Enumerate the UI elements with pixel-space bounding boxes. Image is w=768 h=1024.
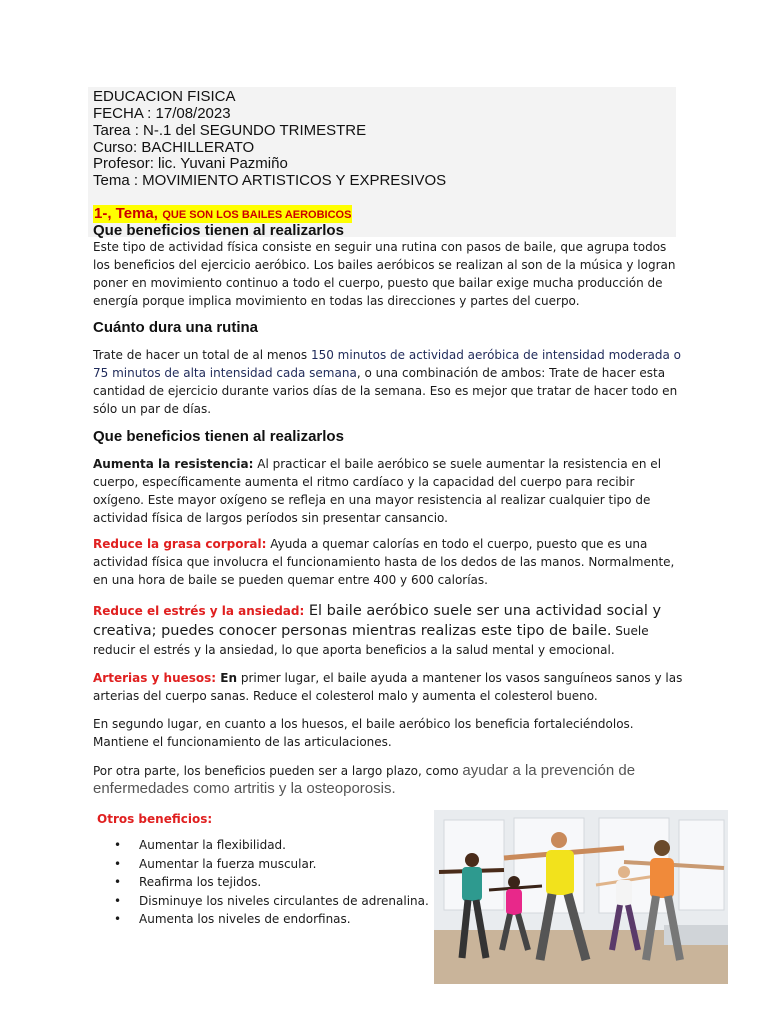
section2-body-start: Trate de hacer un total de al menos — [93, 348, 311, 362]
estres-highlight: El baile aeróbico suele ser una actividad social y creativa; puedes conocer personas mientras realizas este tipo de baile. — [93, 603, 662, 639]
list-item — [114, 873, 429, 892]
topic-title — [93, 205, 352, 223]
largo-start: Por otra parte, los beneficios pueden ser a largo plazo, como — [93, 764, 463, 778]
section2-body — [93, 346, 683, 418]
topic-name: QUE SON LOS BAILES AEROBICOS — [162, 209, 352, 221]
header-tarea: Tarea : N-.1 del SEGUNDO TRIMESTRE — [93, 122, 367, 139]
arterias-bold: En — [216, 671, 238, 685]
header-curso: Curso: BACHILLERATO — [93, 139, 255, 156]
estres-text: Suele reducir el estrés y la ansiedad, lo que aporta beneficios a la salud mental y emocional. — [93, 624, 649, 657]
list-item-text: Disminuye los niveles circulantes de adrenalina. — [139, 893, 429, 908]
section1-body: Este tipo de actividad física consiste en seguir una rutina con pasos de baile, que agrupa todos los beneficios del ejercicio aeróbico. Los bailes aeróbicos se realizan al son de la música y logran poner en movimiento continuo a todo el cuerpo, puesto que bailar exige mucha producción de energía porque implica movimiento en todas las direcciones y partes del cuerpo. — [93, 240, 676, 308]
bullet-icon: • — [114, 856, 122, 871]
arterias-paragraph — [93, 669, 683, 705]
header-fecha: FECHA : 17/08/2023 — [93, 105, 231, 122]
section1-heading: Que beneficios tienen al realizarlos — [93, 222, 344, 239]
grasa-text: Ayuda a quemar calorías en todo el cuerpo, puesto que es una actividad física que involucra el funcionamiento hasta de los dedos de las manos. Normalmente, en una hora de baile se pueden quemar entre 400 y 600 calorías. — [93, 537, 675, 587]
header-subject: EDUCACION FISICA — [93, 88, 236, 105]
resistencia-paragraph — [93, 455, 683, 527]
otros-beneficios-list — [114, 836, 429, 929]
bullet-icon: • — [114, 893, 122, 908]
bullet-icon: • — [114, 875, 122, 889]
grasa-paragraph — [93, 535, 683, 589]
section3-heading: Que beneficios tienen al realizarlos — [93, 428, 344, 445]
list-item — [114, 892, 429, 911]
list-item — [114, 836, 429, 855]
header-profesor: Profesor: lic. Yuvani Pazmiño — [93, 155, 288, 172]
arterias-label: Arterias y huesos: — [93, 671, 217, 685]
arterias-text: primer lugar, el baile ayuda a mantener los vasos sanguíneos sanos y las arterias del cuerpo sanas. Reduce el colesterol malo y aumenta el colesterol bueno. — [93, 671, 683, 703]
estres-paragraph — [93, 601, 683, 659]
header-tema: Tema : MOVIMIENTO ARTISTICOS Y EXPRESIVOS — [93, 172, 447, 189]
bullet-icon: • — [114, 912, 122, 926]
topic-prefix: 1-, Tema, — [94, 205, 158, 222]
list-item-text: Aumentar la fuerza muscular. — [139, 856, 317, 871]
resistencia-label: Aumenta la resistencia: — [93, 457, 254, 471]
section2-heading: Cuánto dura una rutina — [93, 319, 258, 336]
huesos-paragraph: En segundo lugar, en cuanto a los huesos, el baile aeróbico los beneficia fortaleciéndolos. Mantiene el funcionamiento de las articulaciones. — [93, 717, 634, 749]
section2-body-end: , o una combinación de ambos: Trate de hacer esta cantidad de ejercicio durante varios días de la semana. Eso es mejor que tratar de hacer todo en sólo un par de días. — [93, 366, 678, 416]
resistencia-text: Al practicar el baile aeróbico se suele aumentar la resistencia en el cuerpo, específicamente aumenta el ritmo cardíaco y la capacidad del cuerpo para recibir oxígeno. Este mayor oxígeno se refleja en una mayor resistencia al realizar cualquier tipo de actividad física de largos períodos sin presentar cansancio. — [93, 457, 662, 525]
bullet-icon: • — [114, 838, 122, 852]
grasa-label: Reduce la grasa corporal: — [93, 537, 267, 551]
list-item-text: Reafirma los tejidos. — [139, 875, 262, 889]
largo-grey: ayudar a la prevención de enfermedades como artritis y la osteoporosis. — [93, 762, 636, 797]
aerobics-class-photo — [434, 810, 728, 984]
otros-beneficios-title: Otros beneficios: — [97, 812, 213, 826]
section2-body-link: 150 minutos de actividad aeróbica de intensidad moderada o 75 minutos de alta intensidad cada semana — [93, 348, 682, 380]
estres-label: Reduce el estrés y la ansiedad: — [93, 604, 305, 618]
list-item-text: Aumentar la flexibilidad. — [139, 838, 286, 852]
largo-plazo-paragraph — [93, 762, 683, 798]
list-item — [114, 910, 429, 929]
list-item-text: Aumenta los niveles de endorfinas. — [139, 912, 351, 926]
list-item — [114, 855, 429, 874]
